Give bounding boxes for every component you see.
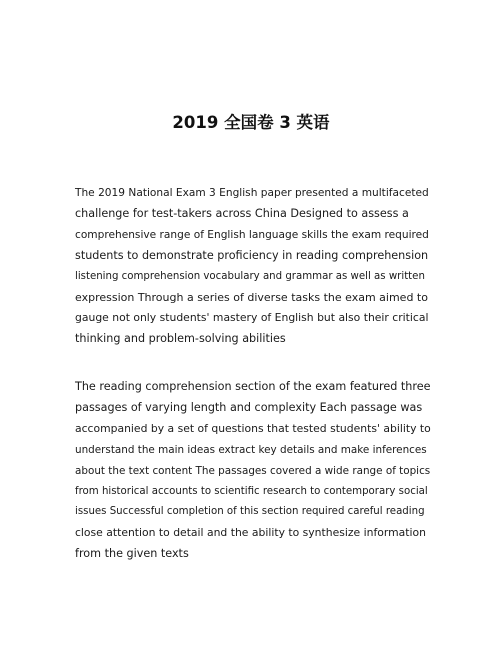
text-line: The reading comprehension section of the exam featured three	[75, 380, 431, 393]
text-line: gauge not only students' mastery of English but also their critical	[75, 311, 429, 325]
text-line: from historical accounts to scientific research to contemporary social	[75, 485, 428, 497]
text-line: students to demonstrate proficiency in reading comprehension	[75, 248, 429, 262]
text-line: challenge for test-takers across China Designed to assess a	[75, 206, 409, 220]
text-line: close attention to detail and the ability to synthesize information	[75, 526, 426, 540]
text-line: issues Successful completion of this section required careful reading	[75, 506, 425, 518]
paragraph-intro	[75, 183, 431, 350]
paragraph-reading-comprehension	[75, 377, 431, 565]
text-line: from the given texts	[75, 547, 189, 561]
text-line: about the text content The passages covered a wide range of topics	[75, 464, 431, 477]
document-title: 2019 全国卷 3 英语	[172, 113, 330, 132]
text-line: The 2019 National Exam 3 English paper presented a multifaceted	[75, 187, 429, 199]
text-line: thinking and problem-solving abilities	[75, 332, 286, 346]
text-line: passages of varying length and complexity Each passage was	[75, 400, 423, 414]
text-line: understand the main ideas extract key details and make inferences	[75, 443, 427, 456]
text-line: accompanied by a set of questions that tested students' ability to	[75, 421, 431, 435]
text-line: comprehensive range of English language skills the exam required	[75, 228, 429, 241]
text-line: expression Through a series of diverse tasks the exam aimed to	[75, 290, 428, 304]
text-line: listening comprehension vocabulary and grammar as well as written	[75, 270, 425, 282]
